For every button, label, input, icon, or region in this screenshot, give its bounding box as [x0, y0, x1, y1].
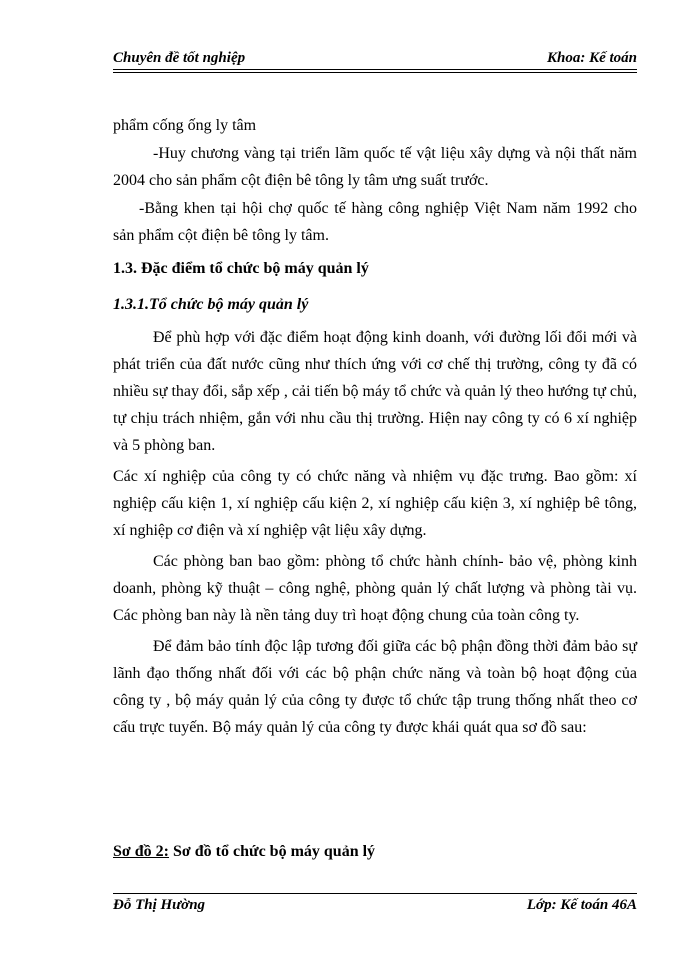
paragraph-restructuring: Để phù hợp với đặc điểm hoạt động kinh doanh, với đường lối đổi mới và phát triển của đất nước cũng như thích ứng với cơ chế thị trường, công ty đã có nhiều sự thay đổi, sắp xếp , cải tiến bộ máy tổ chức và quản lý theo hướng tự chủ, tự chịu trách nhiệm, gắn với nhu cầu thị trường. Hiện nay công ty có 6 xí nghiệp và 5 phòng ban.: [113, 329, 637, 454]
footer-author: Đỗ Thị Hường: [113, 897, 206, 913]
section-heading-1-3: 1.3. Đặc điểm tổ chức bộ máy quản lý: [113, 260, 369, 277]
text-block-organization: [113, 324, 637, 741]
header-document-title: Chuyên đề tốt nghiệp: [113, 50, 246, 66]
header-department: Khoa: Kế toán: [546, 50, 637, 66]
diagram-caption-label: Sơ đồ 2:: [113, 843, 169, 860]
paragraph-departments: Các phòng ban bao gồm: phòng tổ chức hành chính- bảo vệ, phòng kinh doanh, phòng kỹ thuật – công nghệ, phòng quản lý chất lượng và phòng tài vụ. Các phòng ban này là nền tảng duy trì hoạt động chung của toàn công ty.: [113, 553, 637, 624]
page-footer: [113, 897, 637, 919]
paragraph-gold-medal: -Huy chương vàng tại triển lãm quốc tế vật liệu xây dựng và nội thất năm 2004 cho sản phẩm cột điện bê tông ly tâm ưng suất trước.: [113, 145, 637, 189]
paragraph-management-structure: Để đảm bảo tính độc lập tương đối giữa các bộ phận đồng thời đảm bảo sự lãnh đạo thống nhất đối với các bộ phận chức năng và toàn bộ hoạt động của công ty , bộ máy quản lý của công ty được tổ chức tập trung thống nhất theo cơ cấu trực tuyến. Bộ máy quản lý của công ty được khái quát qua sơ đồ sau:: [113, 638, 637, 736]
diagram-caption: [113, 843, 375, 861]
subsection-heading-1-3-1: 1.3.1.Tổ chức bộ máy quản lý: [113, 296, 309, 313]
paragraph-enterprises: Các xí nghiệp của công ty có chức năng và nhiệm vụ đặc trưng. Bao gồm: xí nghiệp cấu kiện 1, xí nghiệp cấu kiện 2, xí nghiệp cấu kiện 3, xí nghiệp bê tông, xí nghiệp cơ điện và xí nghiệp vật liệu xây dựng.: [113, 468, 637, 539]
footer-divider: [113, 893, 637, 894]
header-divider: [113, 69, 637, 70]
paragraph-product-continuation: phẩm cống ống ly tâm: [113, 117, 257, 134]
text-block-awards: [113, 112, 637, 249]
paragraph-certificate-of-merit: -Bằng khen tại hội chợ quốc tế hàng công nghiệp Việt Nam năm 1992 cho sản phẩm cột điện bê tông ly tâm.: [113, 200, 637, 244]
diagram-caption-text: Sơ đồ tổ chức bộ máy quản lý: [168, 843, 376, 860]
header-divider-secondary: [113, 72, 637, 73]
footer-class: Lớp: Kế toán 46A: [526, 897, 637, 913]
